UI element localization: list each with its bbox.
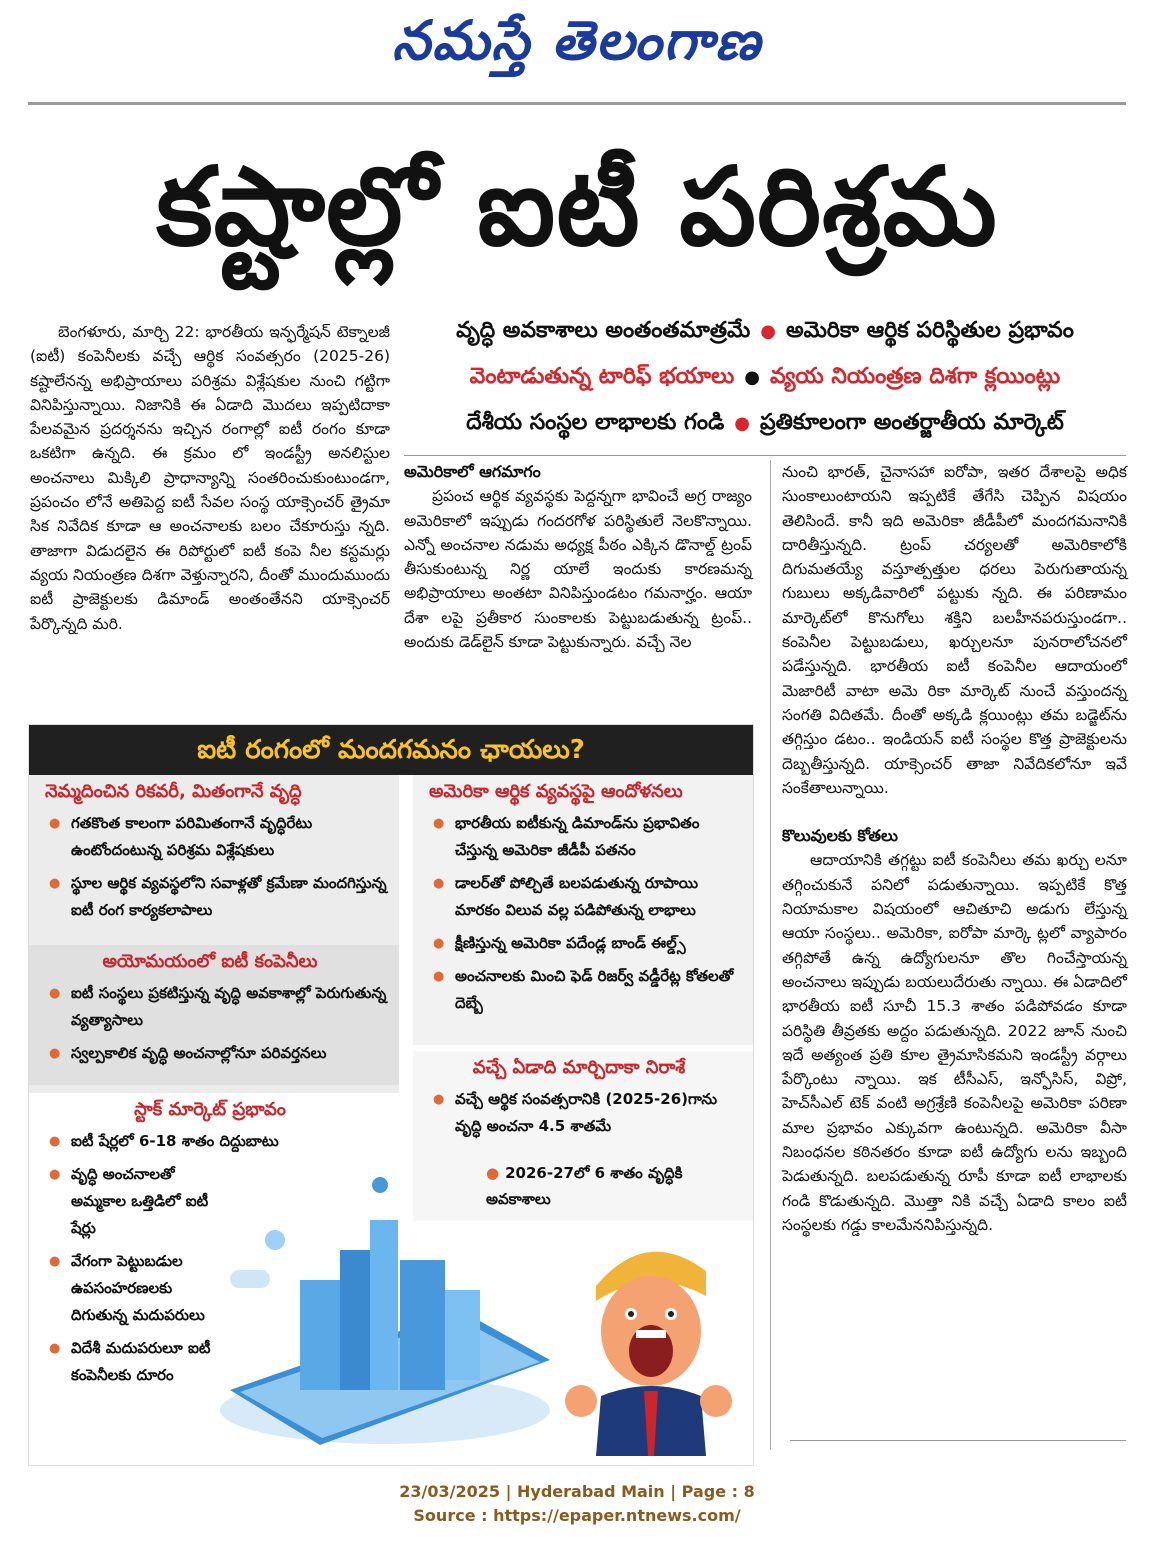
column-divider: [770, 460, 771, 1450]
deck-line-2: వెంటాడుతున్న టారిఫ్ భయాలు ● వ్యయ నియంత్రణ దిశగా క్లయింట్లు: [469, 364, 1061, 389]
deck-divider: [404, 455, 1126, 456]
article-text: ప్రపంచ ఆర్థిక వ్యవస్థకు పెద్దన్నగా భావించే అగ్ర రాజ్యం అమెరికాలో ఇప్పుడు గందరగోళ పరిస్థితులే నెలకొన్నాయి. ఎన్నో అంచనాల నడుమ అధ్యక్ష పీఠం ఎక్కిన డొనాల్డ్ ట్రంప్ తీసుకుంటున్న నిర్ణ యాలే ఇందుకు కారణమన్న అభిప్రాయాలు అంతటా వినిపిస్తుండటం గమనార్హం. ఆయా దేశా లపై ప్రతీకార సుంకాలకు పెట్టుబడుతున్న ట్రంప్.. అందుకు డెడ్‌లైన్ కూడా పెట్టుకున్నారు. వచ్చే నెల: [404, 487, 752, 652]
article-text: బెంగళూరు, మార్చి 22: భారతీయ ఇన్ఫర్మేషన్ టెక్నాలజీ (ఐటీ) కంపెనీలకు వచ్చే ఆర్థిక సంవత్సరం (2025-26) కష్టాలేనన్న అభిప్రాయాలు పరిశ్రమ విశ్లేషకుల నుంచి గట్టిగా వినిపిస్తున్నాయి. నిజానికి ఈ ఏడాది మొదలు ఇప్పటిదాకా పేలవమైన ప్రదర్శనను ఇచ్చిన రంగాల్లో ఐటీ రంగం కూడా ఒకటిగా ఉన్నది. ఈ క్రమం లో ఇండస్ట్రీ అనలిస్టుల అంచనాలు మిక్కిలి ప్రాధాన్యాన్ని సంతరించుకుంటుండగా, ప్రపంచం లోనే అతిపెద్ద ఐటీ సేవల సంస్థ యాక్సెంచర్ త్రైమా సిక నివేదిక కూడా ఆ అంచనాలకు బలం చేకూరుస్తు న్నది. తాజాగా విడుదలైన ఈ రిపోర్టులో ఐటీ కంపె నీల కస్టమర్లు వ్యయ నియంత్రణ దిశగా వెళ్తున్నారని, దీంతో ముందుముందు ఐటీ ప్రాజెక్టులకు డిమాండ్ అంతంతేనని యాక్సెంచర్ పేర్కొన్నది మరి.: [30, 323, 390, 633]
bullet-item: ● ఐటీ సంస్థలు ప్రకటిస్తున్న వృద్ధి అవకాశాల్లో పెరుగుతున్న వ్యత్యాసాలు: [45, 980, 391, 1034]
deck-item: వృద్ధి అవకాశాలు అంతంతమాత్రమే: [456, 318, 751, 343]
bullet-item: ● క్షీణిస్తున్న అమెరికా పదేండ్ల బాండ్ ఈల్డ్స్: [429, 930, 745, 957]
deck-item: వ్యయ నియంత్రణ దిశగా క్లయింట్లు: [769, 364, 1061, 389]
section-us-economy: [413, 775, 753, 1045]
section-subhead: అమెరికాలో ఆగమాగం: [404, 462, 541, 481]
page-headline: కష్టాల్లో ఐటీ పరిశ్రమ: [156, 145, 998, 270]
outlook-extra-bullet: ● 2026-27లో 6 శాతం వృద్ధికి అవకాశాలు: [486, 1164, 683, 1208]
deck-item: దేశీయ సంస్థల లాభాలకు గండి: [466, 410, 725, 435]
section-subhead: కొలువులకు కోతలు: [782, 826, 898, 846]
masthead-logo: నమస్తే తెలంగాణ: [392, 8, 762, 72]
article-text: నుంచి భారత్, చైనాసహా ఐరోపా, ఇతర దేశాలపై అధిక సుంకాలుంటాయని ఇప్పటికే తేగేసి చెప్పిన విషయం తెలిసిందే. కానీ ఇది అమెరికా జీడీపీలో మందగమనానికి దారితీస్తున్నది. ట్రంప్ చర్యలతో అమెరికాలోకి దిగుమతయ్యే వస్తూత్పత్తుల ధరలు పెరుగుతాయన్న గుబులు అక్కడివారిలో పట్టుకు న్నది. ఈ పరిణామం మార్కెట్‌లో కొనుగోలు శక్తిని బలహీనపరుస్తుండగా.. కంపెనీల పెట్టుబడులు, ఖర్చులనూ పునరాలోచనలో పడేస్తున్నది. భారతీయ ఐటీ కంపెనీల ఆదాయంలో మెజారిటీ వాటా అమె రికా మార్కెట్ నుంచే వస్తుందన్న సంగతి విదితమే. దీంతో అక్కడి క్లయింట్లు తమ బడ్జెట్‌ను తగ్గిస్తుం డటం.. ఇండియన్ ఐటీ సంస్థల కొత్త ప్రాజెక్టులను దెబ్బతీస్తున్నది. యాక్సెంచర్ తాజా నివేదికలోనూ ఇవే సంకేతాలున్నాయి.: [782, 463, 1127, 797]
article-column-2: [404, 460, 752, 654]
deck-item: అమెరికా ఆర్థిక పరిస్థితుల ప్రభావం: [785, 318, 1074, 343]
bullet-item: ● అంచనాలకు మించి ఫెడ్ రిజర్వ్ వడ్డీరేట్ల కోతలతో దెబ్బే: [429, 963, 745, 1017]
bullet-text: 2026-27లో 6 శాతం వృద్ధికి అవకాశాలు: [486, 1164, 683, 1208]
infographic-banner: ఐటీ రంగంలో మందగమనం ఛాయలు?: [29, 725, 753, 775]
deck-line-1: వృద్ధి అవకాశాలు అంతంతమాత్రమే ● అమెరికా ఆర్థిక పరిస్థితుల ప్రభావం: [456, 318, 1074, 343]
bullet-item: ● భారతీయ ఐటీకున్న డిమాండ్‌ను ప్రభావితం చేస్తున్న అమెరికా జీడీపీ పతనం: [429, 810, 745, 864]
column-end-rule: [790, 1440, 1126, 1441]
bullet-item: ● ఐటీ షేర్లలో 6-18 శాతం దిద్దుబాటు: [45, 1128, 371, 1155]
bullet-item: ● స్వల్పకాలిక వృద్ధి అంచనాల్లోనూ పరివర్తనలు: [45, 1040, 391, 1067]
article-column-3: [782, 460, 1127, 1237]
bullet-item: ● విదేశీ మదుపరులూ ఐటీ కంపెనీలకు దూరం: [45, 1335, 215, 1389]
article-text: ఆదాయానికి తగ్గట్టు ఐటీ కంపెనీలు తమ ఖర్చు లనూ తగ్గించుకునే పనిలో పడుతున్నాయి. ఇప్పటికే కొత్త నియామకాల విషయంలో ఆచితూచి అడుగు లేస్తున్న ఆయా సంస్థలు.. అమెరికా, ఐరోపా మార్కె ట్లలో వ్యాపారం తగ్గిపోతే ఉన్న ఉద్యోగులనూ తొల గించేస్తాయన్న అంచనాలు ఇప్పుడు బయలుదేరుతు న్నాయి. ఈ ఏడాదిలో భారతీయ ఐటీ సూచీ 15.3 శాతం పడిపోవడం కూడా పరిస్థితి తీవ్రతకు అద్దం పడుతున్నది. 2022 జూన్ నుంచి ఇదే అత్యంత ప్రతి కూల త్రైమాసికమని ఇండస్ట్రీ వర్గాలు పేర్కొంటు న్నాయి. ఇక టీసీఎస్, ఇన్ఫోసిస్, విప్రో, హెచ్‌సీఎల్ టెక్ వంటి అగ్రశ్రేణి కంపెనీలపై అమెరికా పరిణా మాల ప్రభావం ఎక్కువగా ఉంటున్నది. అమెరికా వీసా నిబంధనల కఠినతరం కూడా ఐటీ ఉద్యోగు లను ఇబ్బంది పెడుతున్నది. బలపడుతున్న రూపీ కూడా ఐటీ లాభాలకు గండి కొడుతున్నది. మొత్తా నికి వచ్చే ఏడాది కాలం ఐటీ సంస్థలకు గడ్డు కాలమేననిపిస్తున్నది.: [782, 851, 1127, 1234]
footer-date-line: 23/03/2025 | Hyderabad Main | Page : 8: [399, 1482, 755, 1501]
section-heading: అయోమయంలో ఐటీ కంపెనీలు: [102, 951, 318, 972]
section-heading: స్టాక్ మార్కెట్ ప్రభావం: [134, 1099, 286, 1120]
bullet-item: ● స్థూల ఆర్థిక వ్యవస్థలోని సవాళ్లతో క్రమేణా మందగిస్తున్న ఐటీ రంగ కార్యకలాపాలు: [45, 870, 391, 924]
article-column-1: [30, 320, 390, 636]
section-heading: వచ్చే ఏడాది మార్చిదాకా నిరాశే: [472, 1057, 686, 1078]
caricature-illustration: [556, 1226, 736, 1456]
city-illustration: [210, 1160, 560, 1450]
deck-line-3: దేశీయ సంస్థల లాభాలకు గండి ● ప్రతికూలంగా అంతర్జాతీయ మార్కెట్: [466, 410, 1064, 435]
page-footer: [0, 1480, 1154, 1528]
section-heading: నెమ్మదించిన రికవరీ, మితంగానే వృద్ధి: [45, 781, 302, 802]
footer-source-line: Source : https://epaper.ntnews.com/: [413, 1506, 741, 1525]
deck-item: వెంటాడుతున్న టారిఫ్ భయాలు: [469, 364, 735, 389]
section-confusion: [29, 945, 399, 1085]
section-heading: అమెరికా ఆర్థిక వ్యవస్థపై ఆందోళనలు: [429, 781, 683, 802]
bullet-item: ● వచ్చే ఆర్థిక సంవత్సరానికి (2025-26)గాను వృద్ధి అంచనా 4.5 శాతమే: [429, 1086, 745, 1140]
bullet-item: ● వృద్ధి అంచనాలతో అమ్మకాల ఒత్తిడిలో ఐటీ షేర్లు: [45, 1161, 215, 1242]
bullet-item: ● వేగంగా పెట్టుబడుల ఉపసంహరణలకు దిగుతున్న మదుపరులు: [45, 1248, 215, 1329]
bullet-item: ● గతకొంత కాలంగా పరిమితంగానే వృద్ధిరేటు ఉంటోందంటున్న పరిశ్రమ విశ్లేషకులు: [45, 810, 391, 864]
deck-item: ప్రతికూలంగా అంతర్జాతీయ మార్కెట్: [760, 410, 1064, 435]
masthead-rule: [28, 102, 1126, 105]
section-recovery: [29, 775, 399, 935]
bullet-item: ● డాలర్‌తో పోల్చితే బలపడుతున్న రూపాయి మారకం విలువ వల్ల పడిపోతున్న లాభాలు: [429, 870, 745, 924]
